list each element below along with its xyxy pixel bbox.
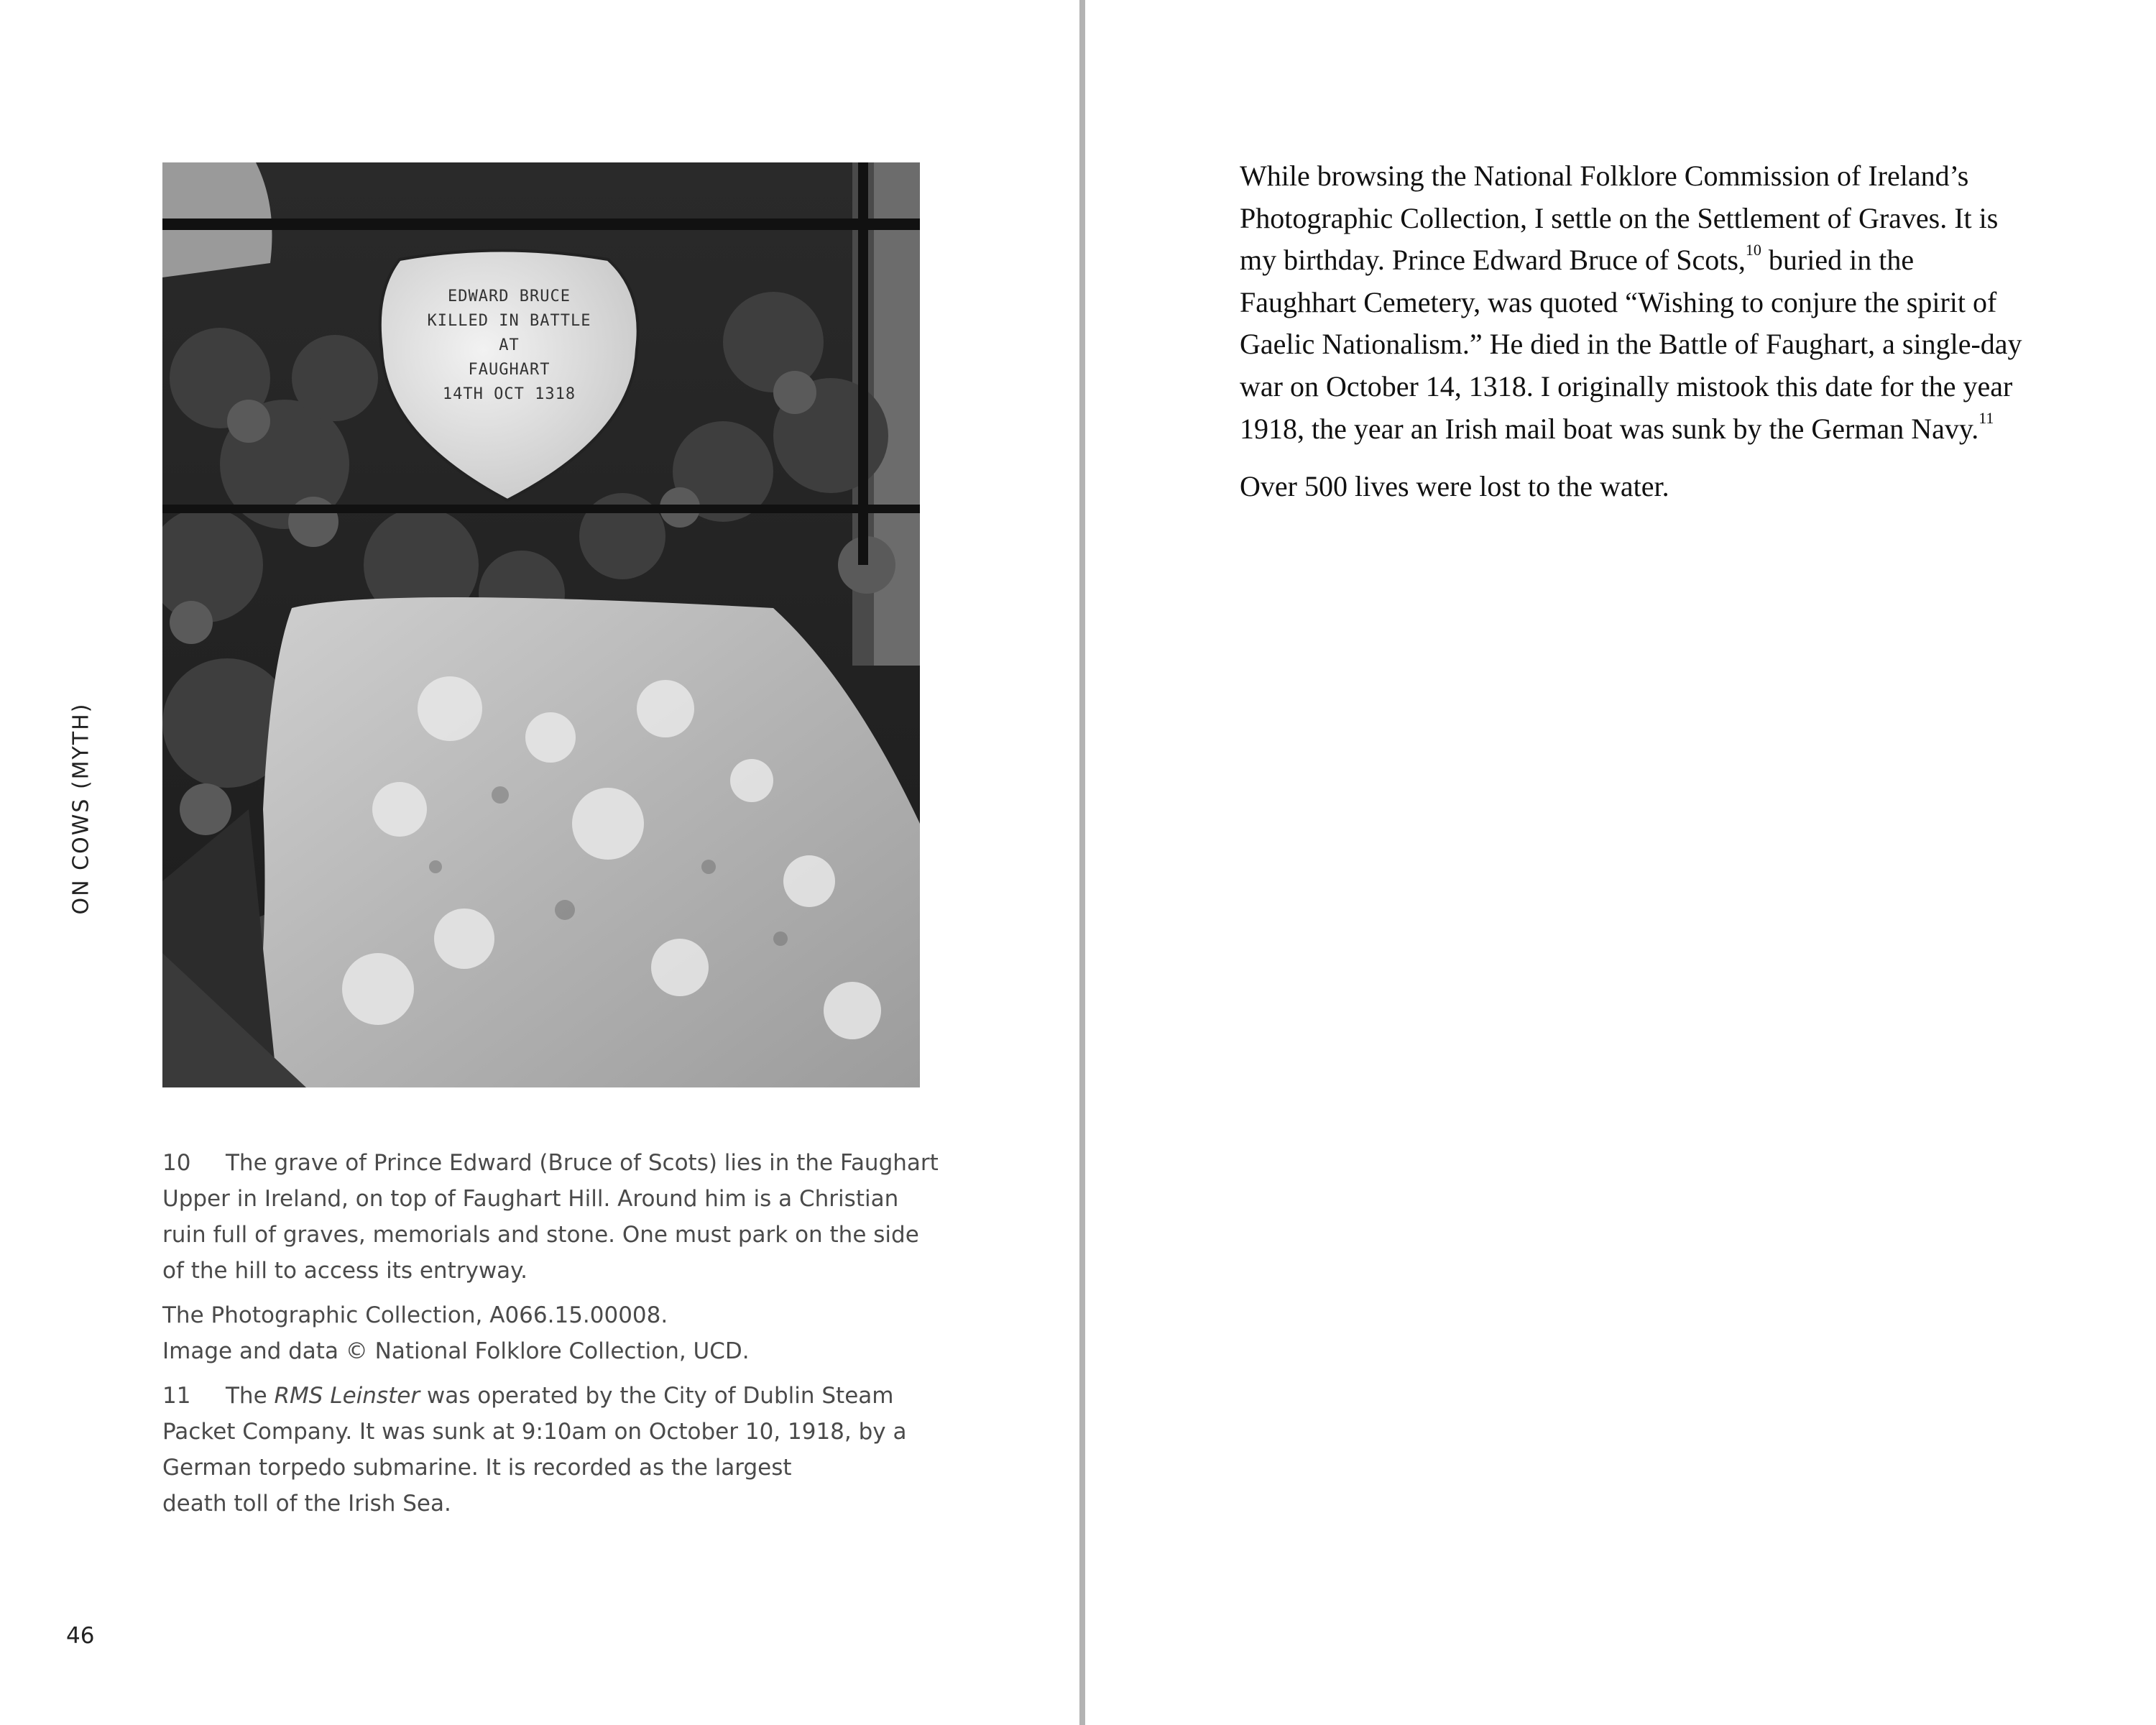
paragraph: Over 500 lives were lost to the water.	[1240, 470, 1669, 503]
page-gutter	[1079, 0, 1085, 1725]
paragraph-text: While browsing the National Folklore Commission of Ireland’s Photographic Collection, I settle on the Settlement of Graves. It is my birthday. Prince Edward Bruce of Scots,	[1240, 160, 1999, 277]
credit-line: The Photographic Collection, A066.15.00008.	[162, 1302, 668, 1328]
paragraph	[1240, 155, 2037, 450]
credit-line: Image and data © National Folklore Collection, UCD.	[162, 1338, 750, 1364]
footnote-text: The	[226, 1383, 275, 1409]
ship-name: RMS Leinster	[274, 1383, 420, 1409]
body-text	[1240, 155, 2037, 524]
footnotes	[162, 1145, 939, 1530]
grave-photo-image	[162, 162, 920, 1087]
paragraph-text: buried in the Faughhart Cemetery, was quoted “Wishing to conjure the spirit of Gaelic Nationalism.” He died in the Battle of Faughart, a single-day war on October 14, 1318. I originally mistook this date for the year 1918, the year an Irish mail boat was sunk by the German Navy.	[1240, 244, 2022, 445]
grave-photograph	[162, 162, 920, 1087]
footnote-number: 10	[162, 1150, 191, 1176]
footnote-text: Packet Company. It was sunk at 9:10am on October 10, 1918, by a	[162, 1419, 907, 1445]
footnote-ref: 10	[1745, 240, 1761, 259]
footnote-10	[162, 1145, 939, 1289]
sign-line: EDWARD BRUCE	[448, 288, 571, 305]
page-number: 46	[66, 1623, 95, 1649]
footnote-text: death toll of the Irish Sea.	[162, 1491, 451, 1517]
running-head: ON COWS (MYTH)	[68, 702, 94, 915]
sign-line: FAUGHART	[468, 361, 550, 379]
sign-line: AT	[499, 336, 520, 354]
footnote-11	[162, 1378, 939, 1522]
footnote-number: 11	[162, 1383, 191, 1409]
footnote-text: was operated by the City of Dublin Steam	[420, 1383, 894, 1409]
sign-line: 14TH OCT 1318	[442, 385, 576, 403]
sign-line: KILLED IN BATTLE	[427, 312, 591, 330]
footnote-text: German torpedo submarine. It is recorded as the largest	[162, 1455, 792, 1481]
footnote-text: The grave of Prince Edward (Bruce of Scots) lies in the Faughart Upper in Ireland, on top of Faughart Hill. Around him is a Christian ruin full of graves, memorials and stone. One must park on the side of the hill to access its entryway.	[162, 1150, 939, 1284]
photo-credit	[162, 1297, 939, 1369]
footnote-ref: 11	[1978, 409, 1994, 428]
